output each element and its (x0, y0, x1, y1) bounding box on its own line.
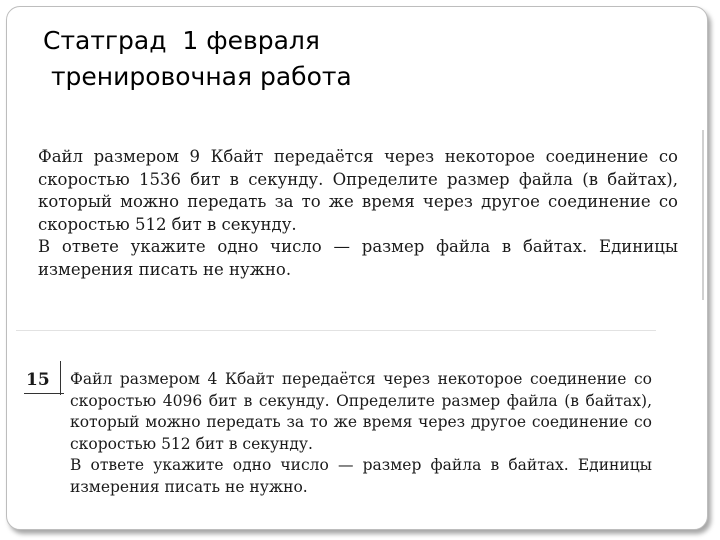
slide-title-line-1: Статград 1 февраля (43, 26, 320, 55)
slide-title-line-2: тренировочная работа (43, 62, 352, 91)
slide-title (43, 23, 352, 95)
task-text-1 (38, 146, 678, 281)
task-1-answer-instruction: В ответе укажите одно число — размер файла в байтах. Единицы измерения писать не нужно. (38, 237, 678, 279)
task-number-divider (60, 361, 61, 395)
task-number: 15 (26, 370, 50, 390)
task-scan-2 (16, 330, 656, 511)
task-1-statement: Файл размером 9 Кбайт передаётся через некоторое соединение со скоростью 1536 бит в секунду. Определите размер файла (в байтах), который можно передать за то же время через другое соединение со скоростью 512 бит в секунду. (38, 147, 678, 234)
task-number-underline (24, 393, 64, 394)
task-scan-1 (34, 130, 704, 300)
task-2-answer-instruction: В ответе укажите одно число — размер файла в байтах. Единицы измерения писать не нужно. (70, 456, 652, 496)
task-2-statement: Файл размером 4 Кбайт передаётся через некоторое соединение со скоростью 4096 бит в секунду. Определите размер файла (в байтах), который можно передать за то же время через другое соединение со скоростью 512 бит в секунду. (70, 370, 652, 453)
task-text-2 (70, 369, 652, 498)
